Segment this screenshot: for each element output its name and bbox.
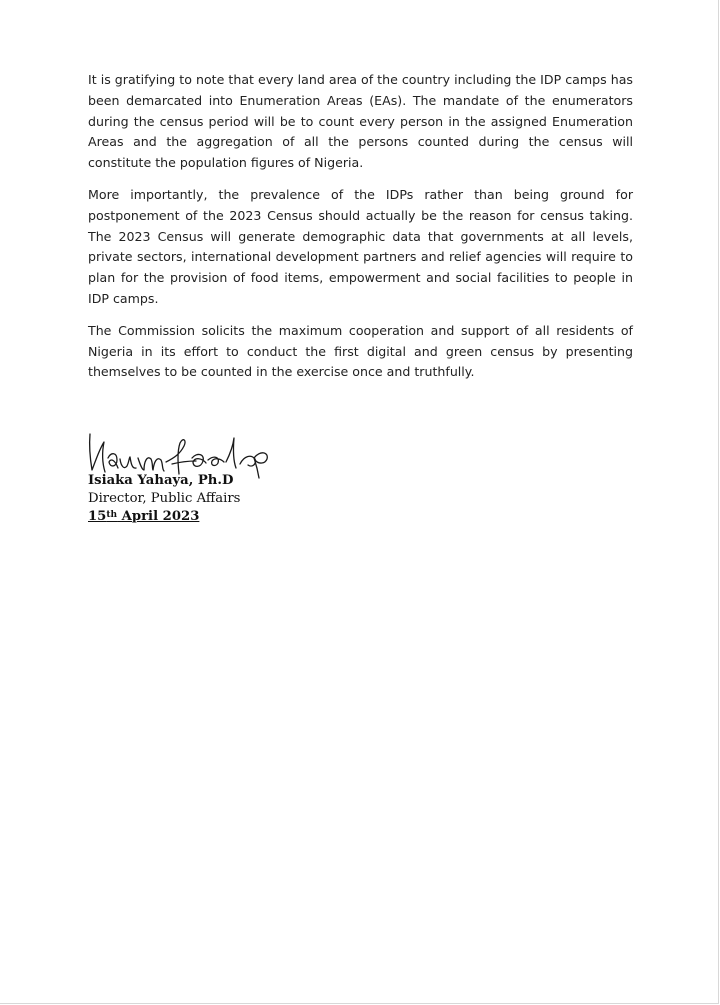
release-date-suffix: th xyxy=(106,510,118,520)
paragraph-idp-census: More importantly, the prevalence of the IDPs rather than being ground for postponement of the 2023 Census should actually be the reason for census taking. The 2023 Census will generate demographic data that governments at all levels, private sectors, international development partners and relief agencies will require to plan for the provision of food items, empowerment and social facilities to people in IDP camps. xyxy=(88,186,633,306)
paragraph-enumeration-areas: It is gratifying to note that every land area of the country including the IDP camps has been demarcated into Enumeration Areas (EAs). The mandate of the enumerators during the census period will be to count every person in the assigned Enumeration Areas and the aggregation of all the persons counted during the census will constitute the population figures of Nigeria. xyxy=(88,72,633,171)
signatory-block xyxy=(88,472,240,526)
paragraph-cooperation: The Commission solicits the maximum cooperation and support of all residents of Nigeria in its effort to conduct the first digital and green census by presenting themselves to be counted in the exercise once and truthfully. xyxy=(88,322,633,380)
release-date-day: 15 xyxy=(88,509,107,524)
release-date-month-year: April 2023 xyxy=(117,509,200,524)
release-date xyxy=(88,508,240,526)
press-release-body xyxy=(88,70,633,394)
signatory-title: Director, Public Affairs xyxy=(88,491,241,506)
signatory-name: Isiaka Yahaya, Ph.D xyxy=(88,473,234,488)
